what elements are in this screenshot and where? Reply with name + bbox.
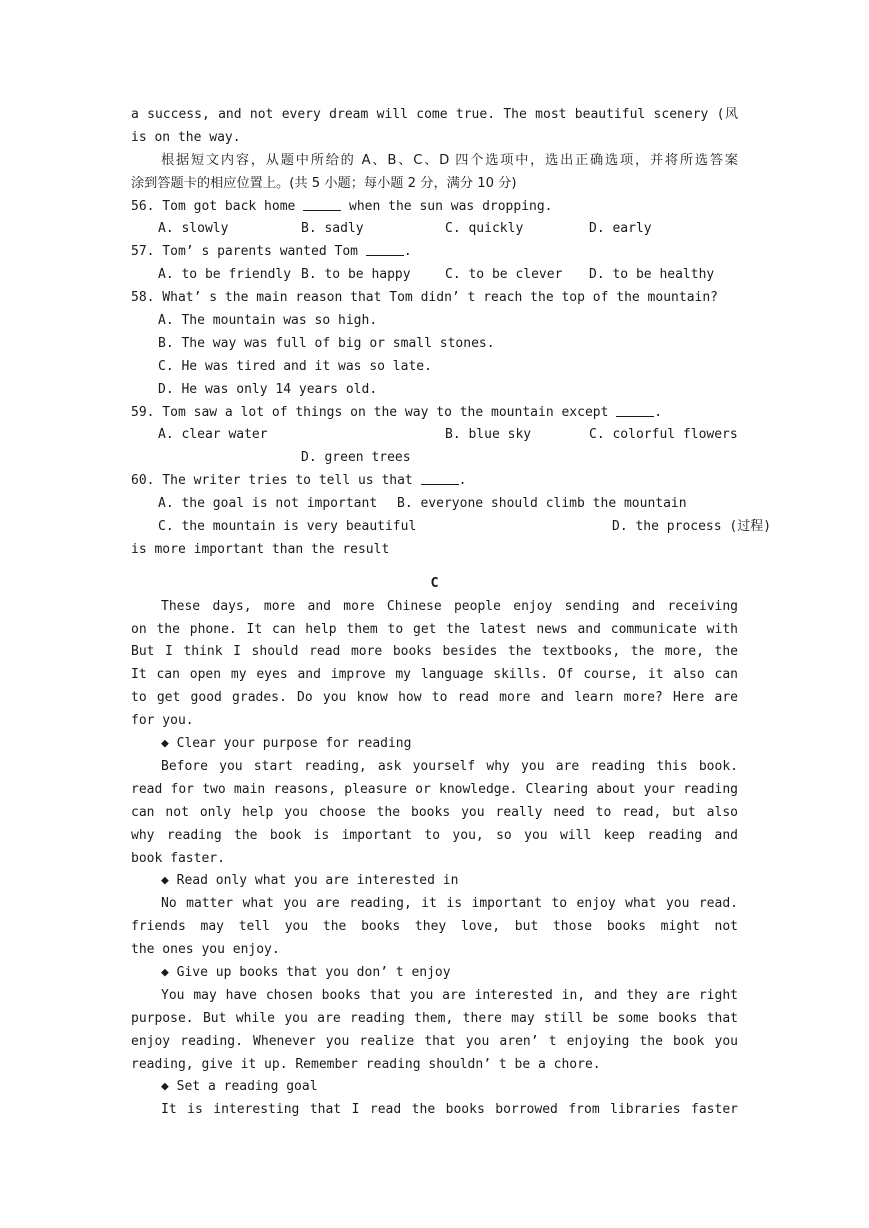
answer-blank <box>616 404 654 417</box>
option-b: B. to be happy <box>301 267 411 283</box>
option-a: A. to be friendly <box>158 267 292 283</box>
option-b: B. blue sky <box>445 427 532 443</box>
question-stem-text: . <box>403 244 412 260</box>
option-b: B. The way was full of big or small stones. <box>158 335 495 351</box>
passage-line: why reading the book is important to you, so you will keep reading and <box>131 827 738 843</box>
passage-line: friends may tell you the books they love, but those books might not <box>131 919 738 935</box>
passage-line: No matter what you are reading, it is important to enjoy what you read. <box>161 896 738 912</box>
question-stem-text: . <box>458 473 467 489</box>
instructions-line: 涂到答题卡的相应位置上。(共 5 小题；每小题 2 分，满分 10 分) <box>131 175 517 191</box>
passage-line: It can open my eyes and improve my language skills. Of course, it also can <box>131 667 738 683</box>
question-stem-text: . <box>654 404 663 420</box>
question-stem-text: 56. Tom got back home <box>131 198 304 214</box>
question-57-stem <box>131 241 738 264</box>
passage-line: reading, give it up. Remember reading shouldn’ t be a chore. <box>131 1056 601 1072</box>
answer-blank <box>303 198 341 211</box>
option-d: D. the process (过程) <box>612 519 772 535</box>
question-stem-text: when the sun was dropping. <box>341 198 553 214</box>
question-60-stem <box>131 470 738 493</box>
passage-line: on the phone. It can help them to get the latest news and communicate with <box>131 621 738 637</box>
instructions-line: 根据短文内容，从题中所给的 A、B、C、D 四个选项中，选出正确选项，并将所选答案 <box>161 152 738 168</box>
intro-line: is on the way. <box>131 129 241 145</box>
question-stem-text: 57. Tom’ s parents wanted Tom <box>131 244 366 260</box>
option-b: B. everyone should climb the mountain <box>397 496 687 512</box>
answer-blank <box>421 472 459 485</box>
option-a: A. The mountain was so high. <box>158 313 378 329</box>
question-56-stem <box>131 196 738 219</box>
tip-heading: ◆ Read only what you are interested in <box>161 873 459 889</box>
question-59-stem <box>131 402 738 425</box>
passage-line: for you. <box>131 713 194 729</box>
intro-line: a success, and not every dream will come true. The most beautiful scenery (风 <box>131 107 738 122</box>
passage-line: You may have chosen books that you are interested in, and they are right <box>161 987 738 1003</box>
question-stem-text: 60. The writer tries to tell us that <box>131 473 421 489</box>
option-c: C. quickly <box>445 221 524 237</box>
option-d-continuation: is more important than the result <box>131 541 390 557</box>
section-title: C <box>430 575 439 591</box>
tip-heading: ◆ Set a reading goal <box>161 1079 318 1095</box>
passage-line: read for two main reasons, pleasure or knowledge. Clearing about your reading <box>131 781 738 797</box>
passage-line: purpose. But while you are reading them, there may still be some books that <box>131 1010 738 1026</box>
option-c: C. the mountain is very beautiful <box>158 519 417 535</box>
option-c: C. He was tired and it was so late. <box>158 358 432 374</box>
option-d: D. early <box>589 221 652 237</box>
document-page <box>131 104 772 1122</box>
question-57-options <box>131 264 738 287</box>
passage-line: Before you start reading, ask yourself why you are reading this book. <box>161 758 738 774</box>
question-60-options <box>131 493 738 516</box>
passage-line: These days, more and more Chinese people enjoy sending and receiving <box>161 598 738 614</box>
passage-line: But I think I should read more books besides the textbooks, the more, the <box>131 644 738 660</box>
passage-line: enjoy reading. Whenever you realize that you aren’ t enjoying the book you <box>131 1033 738 1049</box>
question-59-options-cont <box>131 447 738 470</box>
question-58-stem: 58. What’ s the main reason that Tom didn’ t reach the top of the mountain? <box>131 290 718 306</box>
question-60-options-cont <box>131 516 772 539</box>
passage-line: can not only help you choose the books you really need to read, but also <box>131 804 738 820</box>
option-b: B. sadly <box>301 221 364 237</box>
passage-line: It is interesting that I read the books borrowed from libraries faster <box>161 1102 738 1118</box>
tip-heading: ◆ Clear your purpose for reading <box>161 736 412 752</box>
option-d: D. green trees <box>301 450 411 466</box>
answer-blank <box>366 243 404 256</box>
option-d: D. He was only 14 years old. <box>158 381 378 397</box>
passage-line: to get good grades. Do you know how to read more and learn more? Here are <box>131 690 738 706</box>
option-a: A. clear water <box>158 427 268 443</box>
option-c: C. colorful flowers <box>589 427 738 443</box>
passage-line: book faster. <box>131 850 225 866</box>
option-d: D. to be healthy <box>589 267 715 283</box>
question-stem-text: 59. Tom saw a lot of things on the way to the mountain except <box>131 404 617 420</box>
option-a: A. the goal is not important <box>158 496 378 512</box>
question-56-options <box>131 218 738 241</box>
passage-line: the ones you enjoy. <box>131 942 280 958</box>
tip-heading: ◆ Give up books that you don’ t enjoy <box>161 964 451 980</box>
question-59-options <box>131 424 738 447</box>
option-c: C. to be clever <box>445 267 563 283</box>
option-a: A. slowly <box>158 221 229 237</box>
